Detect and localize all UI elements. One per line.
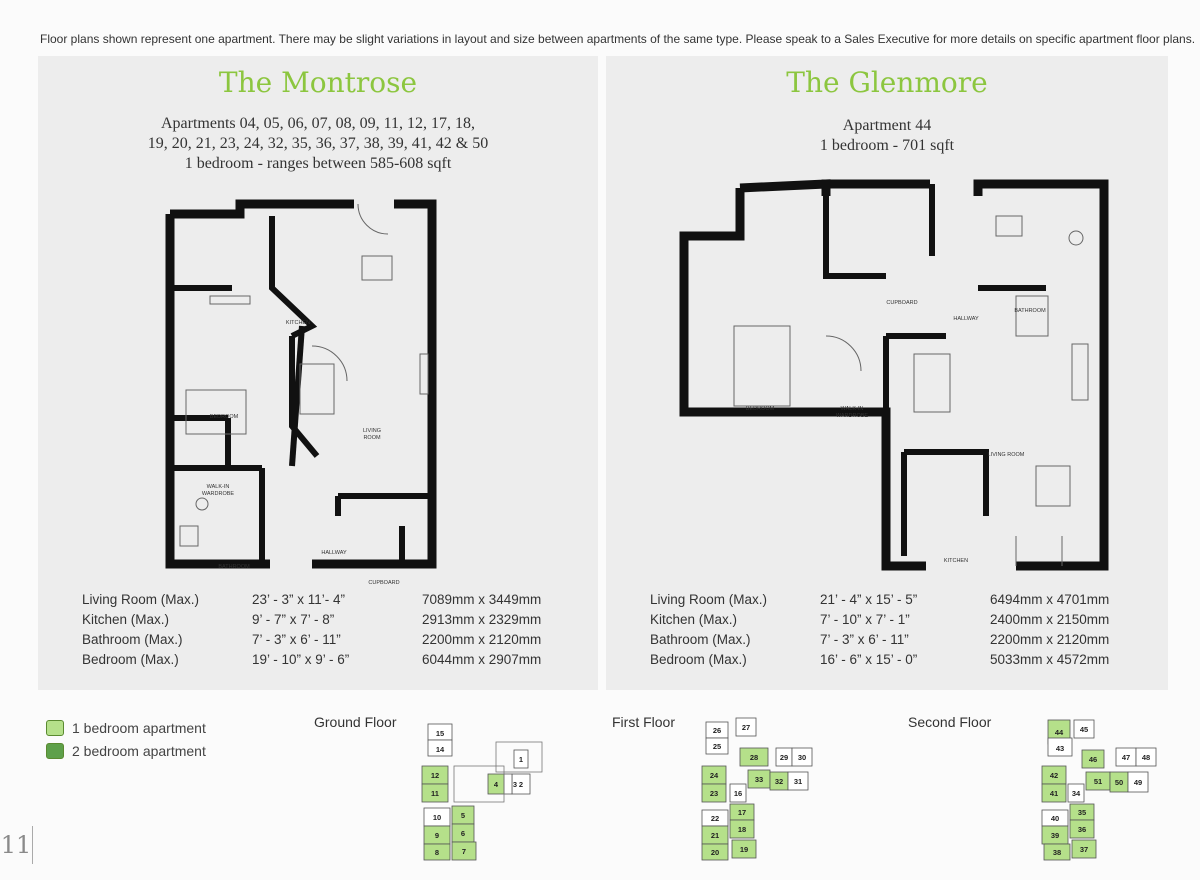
legend — [46, 716, 206, 762]
unit-18: 18 — [737, 825, 747, 834]
glenmore-apartment: Apartment 44 — [842, 117, 932, 134]
glenmore-room-bedroom: BEDROOM — [745, 406, 775, 412]
montrose-room-living-2: ROOM — [363, 435, 381, 441]
unit-46: 46 — [1088, 755, 1098, 764]
second-floor-key-plan — [1036, 714, 1176, 864]
unit-8: 8 — [434, 848, 440, 857]
unit-30: 30 — [797, 753, 807, 762]
unit-21: 21 — [710, 831, 720, 840]
ground-floor-key-plan — [416, 714, 546, 864]
unit-41: 41 — [1049, 789, 1059, 798]
legend-item-two-bed: 2 bedroom apartment — [46, 739, 206, 762]
unit-2: 2 — [518, 780, 524, 789]
unit-10: 10 — [432, 813, 442, 822]
montrose-room-bathroom: BATHROOM — [218, 564, 250, 570]
unit-51: 51 — [1093, 777, 1103, 786]
glenmore-panel — [606, 56, 1168, 690]
unit-47: 47 — [1121, 753, 1131, 762]
ground-floor-label: Ground Floor — [314, 714, 397, 730]
montrose-room-walkin-2: WARDROBE — [201, 491, 235, 497]
unit-16: 16 — [733, 789, 743, 798]
unit-11: 11 — [431, 789, 439, 798]
unit-34: 34 — [1071, 789, 1081, 798]
unit-15: 15 — [435, 729, 445, 738]
unit-50: 50 — [1114, 778, 1124, 787]
unit-17: 17 — [737, 808, 747, 817]
unit-3: 3 — [512, 780, 518, 789]
unit-7: 7 — [461, 847, 467, 856]
second-floor-label: Second Floor — [908, 714, 992, 730]
dimension-row: Kitchen (Max.) 7’ - 10” x 7’ - 1” 2400mm x 2150mm — [650, 612, 1110, 627]
montrose-title: The Montrose — [218, 66, 418, 99]
montrose-room-hallway: HALLWAY — [321, 550, 347, 556]
unit-37: 37 — [1079, 845, 1089, 854]
unit-28: 28 — [749, 753, 759, 762]
montrose-size: 1 bedroom - ranges between 585-608 sqft — [184, 155, 452, 172]
glenmore-room-cupboard: CUPBOARD — [886, 300, 918, 306]
page-number: 11 — [0, 826, 33, 864]
unit-42: 42 — [1049, 771, 1059, 780]
disclaimer-text: Floor plans shown represent one apartment. There may be slight variations in layout and size between apartments of the same type. Please speak to a Sales Executive for more details on specific apartment floor plans. — [40, 32, 1196, 46]
unit-40: 40 — [1050, 814, 1060, 823]
dimension-row: Bedroom (Max.) 16’ - 6” x 15’ - 0” 5033mm x 4572mm — [650, 652, 1110, 667]
montrose-floor-plan — [162, 196, 442, 586]
unit-1: 1 — [518, 755, 524, 764]
unit-19: 19 — [739, 845, 749, 854]
unit-39: 39 — [1050, 831, 1060, 840]
dimension-row: Bathroom (Max.) 7’ - 3” x 6’ - 11” 2200mm x 2120mm — [650, 632, 1110, 647]
unit-12: 12 — [430, 771, 440, 780]
montrose-room-cupboard: CUPBOARD — [368, 580, 400, 586]
first-floor-key-plan — [696, 714, 836, 864]
glenmore-room-kitchen: KITCHEN — [943, 558, 969, 564]
unit-43: 43 — [1055, 744, 1065, 753]
unit-6: 6 — [460, 829, 466, 838]
unit-36: 36 — [1077, 825, 1087, 834]
glenmore-room-hallway: HALLWAY — [953, 316, 979, 322]
unit-5: 5 — [460, 811, 466, 820]
glenmore-title: The Glenmore — [786, 66, 988, 99]
unit-23: 23 — [709, 789, 719, 798]
unit-48: 48 — [1141, 753, 1151, 762]
unit-22: 22 — [710, 814, 720, 823]
montrose-room-walkin: WALK-IN — [206, 484, 230, 490]
unit-29: 29 — [779, 753, 789, 762]
unit-20: 20 — [710, 848, 720, 857]
montrose-panel — [38, 56, 598, 690]
montrose-dimensions — [82, 590, 562, 670]
unit-26: 26 — [712, 726, 722, 735]
unit-9: 9 — [434, 831, 440, 840]
unit-45: 45 — [1079, 725, 1089, 734]
montrose-room-living: LIVING — [362, 428, 382, 434]
glenmore-room-living: LIVING ROOM — [987, 452, 1025, 458]
glenmore-room-bathroom: BATHROOM — [1014, 308, 1046, 314]
unit-14: 14 — [435, 745, 445, 754]
unit-49: 49 — [1133, 778, 1143, 787]
unit-35: 35 — [1077, 808, 1087, 817]
glenmore-room-walkin-2: WARDROBE — [835, 413, 869, 419]
montrose-room-bedroom: BEDROOM — [209, 414, 239, 420]
one-bed-swatch-icon — [46, 720, 64, 736]
dimension-row: Living Room (Max.) 23’ - 3” x 11’- 4” 7089mm x 3449mm — [82, 592, 542, 607]
glenmore-room-walkin: WALK-IN — [840, 406, 864, 412]
legend-item-one-bed: 1 bedroom apartment — [46, 716, 206, 739]
montrose-apartments-line2: 19, 20, 21, 23, 24, 32, 35, 36, 37, 38, 39, 41, 42 & 50 — [147, 135, 489, 152]
unit-33: 33 — [754, 775, 764, 784]
montrose-room-kitchen: KITCHEN — [285, 320, 311, 326]
unit-24: 24 — [709, 771, 719, 780]
dimension-row: Bathroom (Max.) 7’ - 3” x 6’ - 11” 2200mm x 2120mm — [82, 632, 542, 647]
unit-27: 27 — [741, 723, 751, 732]
unit-38: 38 — [1052, 848, 1062, 857]
dimension-row: Kitchen (Max.) 9’ - 7” x 7’ - 8” 2913mm x 2329mm — [82, 612, 542, 627]
montrose-apartments-line1: Apartments 04, 05, 06, 07, 08, 09, 11, 12, 17, 18, — [160, 115, 476, 132]
unit-44: 44 — [1054, 728, 1064, 737]
dimension-row: Bedroom (Max.) 19’ - 10” x 9’ - 6” 6044mm x 2907mm — [82, 652, 542, 667]
unit-32: 32 — [774, 777, 784, 786]
unit-31: 31 — [793, 777, 803, 786]
glenmore-dimensions — [650, 590, 1130, 670]
two-bed-swatch-icon — [46, 743, 64, 759]
glenmore-size: 1 bedroom - 701 sqft — [819, 137, 955, 154]
unit-4: 4 — [493, 780, 499, 789]
dimension-row: Living Room (Max.) 21’ - 4” x 15’ - 5” 6494mm x 4701mm — [650, 592, 1110, 607]
first-floor-label: First Floor — [612, 714, 675, 730]
glenmore-floor-plan — [676, 176, 1116, 576]
unit-25: 25 — [712, 742, 722, 751]
